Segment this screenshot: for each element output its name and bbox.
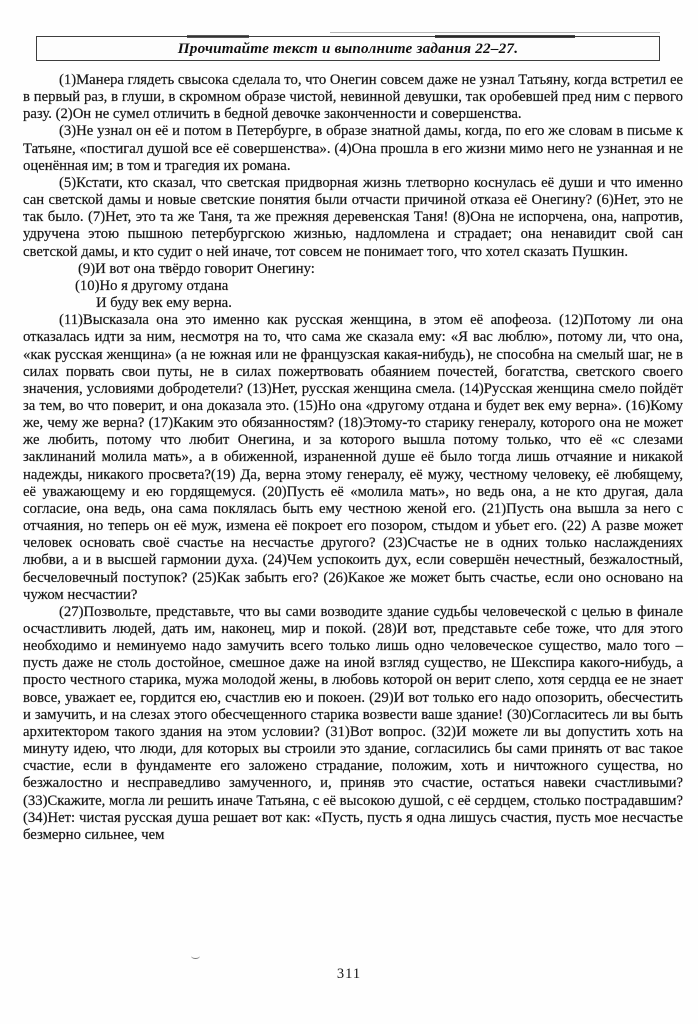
paragraph-1: (1)Манера глядеть свысока сделала то, что Онегин совсем даже не узнал Татьяну, когда встретил ее в первый раз, в глуши, в скромном образе чистой, невинной девушки, так оробевшей пред ним с первого разу. (2)Он не сумел отличить в бедной девочке законченности и совершенства. [23, 72, 683, 123]
paragraph-2: (3)Не узнал он её и потом в Петербурге, в образе знатной дамы, когда, по его же словам в письме к Татьяне, «постигал душой все её совершенства». (4)Она прошла в его жизни мимо него не узнанная и не оценённая им; в том и трагедия их романа. [23, 123, 683, 174]
instruction-text: Прочитайте текст и выполните задания 22–27. [177, 39, 519, 57]
text-body [23, 72, 683, 844]
instruction-box [36, 36, 660, 61]
scan-smudge [187, 35, 249, 38]
verse-line-1: (10)Но я другому отдана [75, 277, 229, 294]
page-number: 311 [336, 966, 362, 982]
paragraph-4: (9)И вот она твёрдо говорит Онегину: [78, 260, 315, 277]
paragraph-3: (5)Кстати, кто сказал, что светская придворная жизнь тлетворно коснулась её души и что именно сан светской дамы и новые светские понятия были отчасти причиной отказа её Онегину? (6)Нет, это не так было. (7)Нет, это та же Таня, та же прежняя деревенская Таня! (8)Она не испорчена, она, напротив, удручена этою пышною петербургскою жизнью, надломлена и страдает; она ненавидит свой сан светской дамы, и кто судит о ней иначе, тот совсем не понимает того, что хотел сказать Пушкин. [23, 174, 683, 260]
paragraph-5: (11)Высказала она это именно как русская женщина, в этом её апофеоза. (12)Потому ли она отказалась идти за ним, несмотря на то, что сама же сказала ему: «Я вас люблю», потому ли, что она, «как русская женщина» (а не южная или не французская какая-нибудь), не способна на смелый шаг, не в силах порвать свои путы, не в силах пожертвовать обаянием почестей, богатства, светского своего значения, условиями добродетели? (13)Нет, русская женщина смела. (14)Русская женщина смело пойдёт за тем, во что поверит, и она доказала это. (15)Но она «другому отдана и будет век ему верна». (16)Кому же, чему же верна? (17)Каким это обязанностям? (18)Этому-то старику генералу, которого она не может же любить, потому что любит Онегина, и за которого вышла потому только, что её «с слезами заклинаний молила мать», а в обиженной, израненной душе её было тогда лишь отчаяние и никакой надежды, никакого просвета?(19) Да, верна этому генералу, её мужу, честному человеку, её любящему, её уважающему и ею гордящемуся. (20)Пусть её «молила мать», но ведь она, а не кто другая, дала согласие, она ведь, она сама поклялась быть ему честною женой его. (21)Пусть она вышла за него с отчаяния, но теперь он её муж, измена её покроет его позором, стыдом и убьет его. (22) А разве может человек основать своё счастье на несчастье другого? (23)Счастье не в одних только наслаждениях любви, а и в высшей гармонии духа. (24)Чем успокоить дух, если совершён нечестный, безжалостный, бесчеловечный поступок? (25)Как забыть его? (26)Какое же может быть счастье, если оно основано на чужом несчастии? [23, 312, 683, 603]
paragraph-6: (27)Позвольте, представьте, что вы сами возводите здание судьбы человеческой с целью в финале осчастливить людей, дать им, наконец, мир и покой. (28)И вот, представьте себе тоже, что для этого необходимо и неминуемо надо замучить всего только лишь одно человеческое существо, мало того – пусть даже не столь достойное, смешное даже на иной взгляд существо, не Шекспира какого-нибудь, а просто честного старика, мужа молодой жены, в любовь которой он верит слепо, хотя сердца ее не знает вовсе, уважает ее, гордится ею, счастлив ею и покоен. (29)И вот только его надо опозорить, обесчестить и замучить, и на слезах этого обесчещенного старика возвести ваше здание! (30)Согласитесь ли вы быть архитектором такого здания на этом условии? (31)Вот вопрос. (32)И можете ли вы допустить хоть на минуту идею, что люди, для которых вы строили это здание, согласились бы сами принять от вас такое счастие, если в фундаменте его заложено страдание, положим, хоть и ничтожного существа, но безжалостно и несправедливо замученного, и, приняв это счастие, остаться навеки счастливыми? (33)Скажите, могла ли решить иначе Татьяна, с её высокою душой, с её сердцем, столько пострадавшим? (34)Нет: чистая русская душа решает вот как: «Пусть, пусть я одна лишусь счастия, пусть мое несчастье безмерно сильнее, чем [23, 603, 683, 843]
scan-line-artifact [330, 32, 660, 33]
verse-line-2: И буду век ему верна. [96, 295, 232, 312]
scan-smudge [435, 35, 575, 38]
scan-stray-mark [191, 953, 200, 959]
